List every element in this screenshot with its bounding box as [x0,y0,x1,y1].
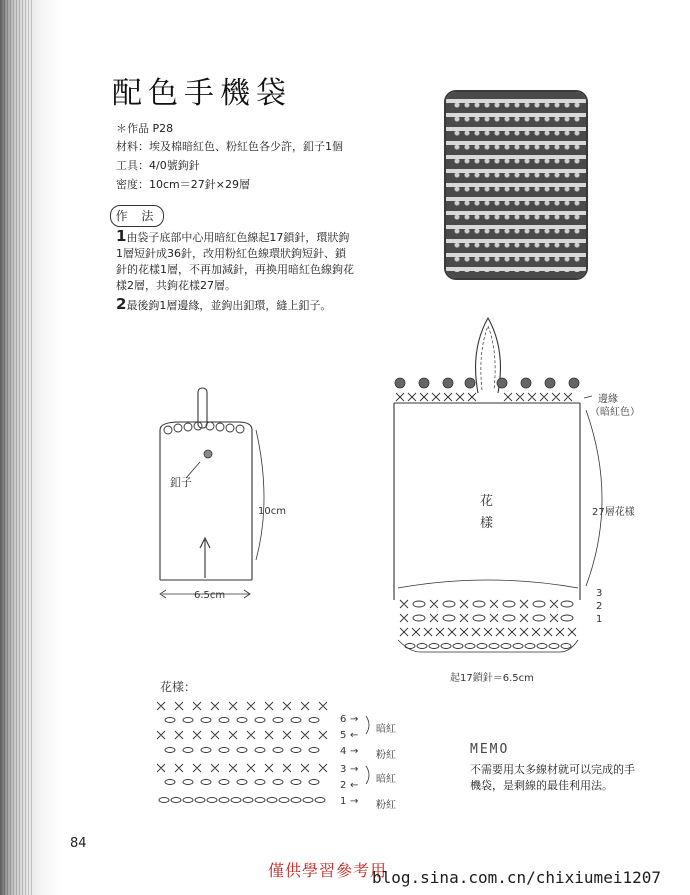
footer-note: 僅供學習參考用 [268,861,388,880]
left-bag-diagram [160,388,264,598]
pattern-row-num: 3 [340,764,347,775]
materials-line: 材料：埃及棉暗紅色、粉紅色各少許，釦子1個 [116,140,343,153]
pattern-row-arrow: → [350,746,359,757]
right-chart-rows [398,580,578,649]
gauge-line: 密度：10cm＝27針×29層 [116,178,250,191]
pattern-row-num: 1 [340,796,347,807]
blog-watermark: blog.sina.com.cn/chixiumei1207 [372,868,661,887]
right-edge-scallops [395,378,579,388]
pattern-row-color: 暗紅 [376,774,396,785]
button-dot [204,450,212,458]
pattern-row-arrow: → [350,714,359,725]
pattern-row-arrow: ← [350,780,359,791]
pattern-row-arrow: → [350,796,359,807]
width-label: 6.5cm [194,590,226,601]
edge-color-label: （暗紅色） [590,407,640,418]
edge-pointer [584,396,592,398]
right-edge-stitches [396,393,572,401]
rows-label: 27層花樣 [592,507,635,518]
pattern-row-num: 4 [340,746,347,757]
pattern-label-2: 樣 [480,516,494,531]
pattern-chart-drawing [157,702,369,803]
memo-text: 不需要用太多線材就可以完成的手機袋，是剩線的最佳利用法。 [470,763,635,792]
start-label: 起17鎖針＝6.5cm [450,673,534,684]
pattern-row-num: 5 [340,730,347,741]
page-title: 配色手機袋 [112,76,292,111]
pattern-row-arrow: → [350,764,359,775]
chart-bottom-arc [398,640,578,652]
right-loop [476,318,501,393]
button-label: 釦子 [170,476,192,489]
step-text: 由袋子底部中心用暗紅色線起17鎖針，環狀鉤1層短針成36針，改用粉紅色線環狀鉤短針、鎖針的花樣1層，不再加減針，再換用暗紅色線鉤花樣2層，共鉤花樣27層。 [116,231,354,292]
pattern-row-arrow: ← [350,730,359,741]
work-reference: ＊作品 P28 [116,122,174,135]
right-loop-inner [481,326,495,390]
pattern-row-color: 粉紅 [376,750,396,761]
step-number: 2 [116,295,127,313]
pattern-row-num: 2 [340,780,347,791]
pattern-row-color: 暗紅 [376,724,396,735]
row-number: 3 [596,588,603,599]
pattern-label-1: 花 [480,494,494,509]
edge-label: 邊緣 [598,394,618,405]
rows-arc [586,410,602,586]
method-badge: 作 法 [110,205,164,227]
tools-line: 工具：4/0號鉤針 [116,159,200,172]
height-label: 10cm [258,506,286,517]
pattern-chart-label: 花樣： [160,680,197,694]
pattern-row-num: 6 [340,714,347,725]
step-text: 最後鉤1層邊緣，並鉤出釦環，縫上釦子。 [126,299,332,312]
memo-heading: MEMO [470,742,510,757]
height-arc [256,430,264,560]
step-number: 1 [116,227,127,245]
pattern-row-color: 粉紅 [376,800,396,811]
row-number: 2 [596,601,603,612]
row-number: 1 [596,614,603,625]
page-number: 84 [70,836,87,851]
